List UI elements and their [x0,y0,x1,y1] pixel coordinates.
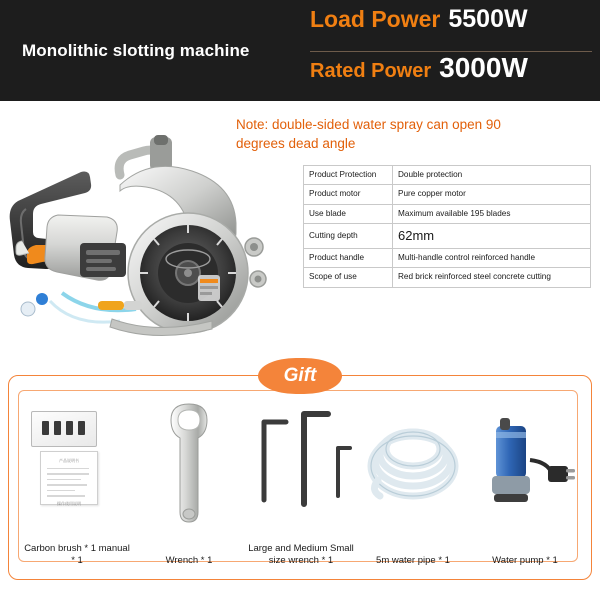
table-row [304,249,591,268]
product-image [2,123,302,343]
spec-value: 62mm [393,223,591,248]
gift-item-label: Wrench * 1 [165,555,213,567]
load-power-value: 5500W [448,5,528,33]
spec-key: Use blade [304,204,393,223]
table-row [304,268,591,287]
list-item [357,372,469,571]
gift-badge: Gift [258,358,342,394]
spec-key: Product motor [304,185,393,204]
spec-value: Pure copper motor [393,185,591,204]
spec-value: Multi-handle control reinforced handle [393,249,591,268]
list-item [469,372,581,571]
header-spec-load-power [310,5,592,52]
header-spec-rated-power [310,52,592,96]
gift-item-label: Carbon brush * 1 manual * 1 [24,543,130,567]
gift-item-list [9,376,593,581]
header-spec-list [310,0,600,101]
rated-power-label: Rated Power [310,60,432,82]
spec-value: Red brick reinforced steel concrete cutting [393,268,591,287]
spray-note: Note: double-sided water spray can open 90 degrees dead angle [236,117,501,151]
table-row [304,185,591,204]
list-item [245,372,357,571]
spec-value: Maximum available 195 blades [393,204,591,223]
load-power-label: Load Power [310,6,441,32]
header-banner [0,0,600,101]
product-spec-table [303,165,591,288]
rated-power-value: 3000W [439,52,528,83]
table-row [304,223,591,248]
product-section [0,101,600,356]
gift-item-label: Water pump * 1 [492,555,558,567]
list-item [21,372,133,571]
spec-key: Scope of use [304,268,393,287]
spec-key: Product Protection [304,166,393,185]
gift-item-label: 5m water pipe * 1 [376,555,450,567]
page-title: Monolithic slotting machine [22,40,250,60]
water-pipe-icon [357,372,469,553]
list-item [133,372,245,571]
hex-keys-icon [245,372,357,541]
carbon-brush-manual-icon: 产品说明书 操作使用说明 [21,372,133,541]
gift-section [8,365,592,580]
spec-value: Double protection [393,166,591,185]
spec-key: Product handle [304,249,393,268]
wrench-icon [133,372,245,553]
gift-item-label: Large and Medium Small size wrench * 1 [248,543,354,567]
spec-key: Cutting depth [304,223,393,248]
table-row [304,166,591,185]
table-row [304,204,591,223]
water-pump-icon [469,372,581,553]
